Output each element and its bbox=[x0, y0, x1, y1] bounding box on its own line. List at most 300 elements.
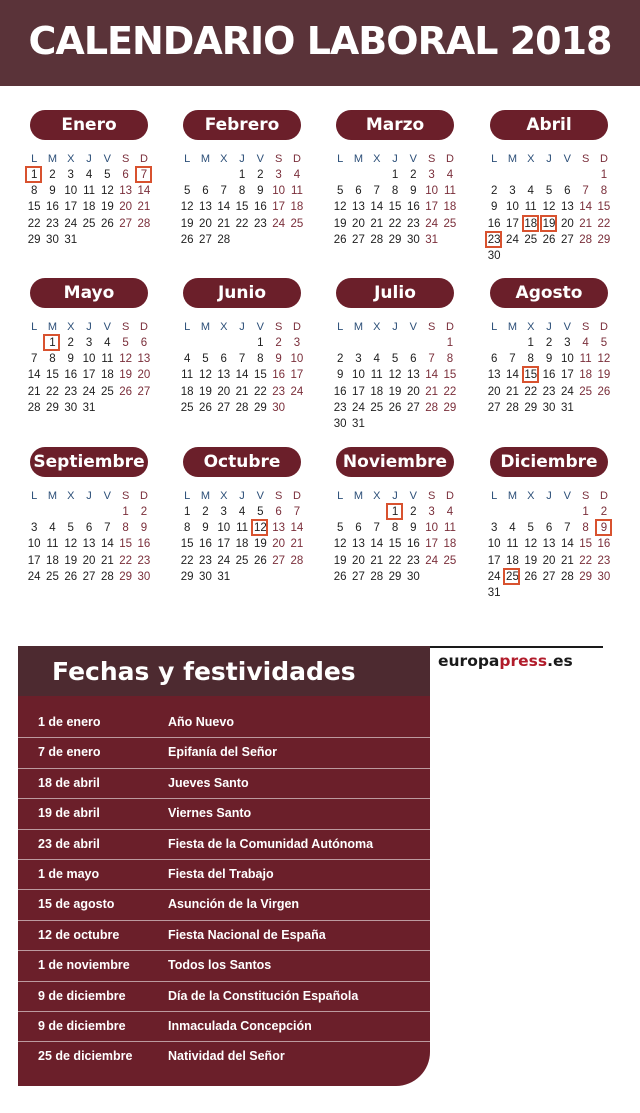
week-row bbox=[25, 400, 161, 416]
calendar-day: 26 bbox=[119, 385, 133, 398]
calendar-day: 12 bbox=[64, 538, 78, 551]
calendar-day: 26 bbox=[542, 233, 556, 246]
calendar-day: 8 bbox=[582, 522, 589, 535]
calendar-day: 6 bbox=[122, 169, 129, 181]
calendar-day: 5 bbox=[600, 337, 608, 349]
calendar-day: 25 bbox=[290, 217, 304, 230]
calendar-day: 18 bbox=[46, 554, 59, 567]
brand-suffix: .es bbox=[547, 652, 573, 670]
empty-day bbox=[178, 335, 196, 351]
week-row bbox=[331, 400, 467, 416]
calendar-day: 29 bbox=[388, 570, 402, 583]
calendar-day: 20 bbox=[199, 217, 212, 230]
weekday-label: S bbox=[427, 153, 436, 165]
month-agosto bbox=[485, 278, 621, 416]
empty-day bbox=[485, 504, 503, 520]
calendar-day: 28 bbox=[235, 401, 249, 414]
calendar-day: 6 bbox=[410, 353, 417, 366]
weekday-label: J bbox=[392, 490, 398, 502]
holiday-row bbox=[18, 1042, 430, 1072]
empty-day bbox=[288, 569, 306, 585]
calendar-day: 19 bbox=[180, 217, 194, 230]
calendar-day: 17 bbox=[272, 201, 286, 214]
calendar-day: 26 bbox=[388, 401, 402, 414]
weekday-label: V bbox=[256, 490, 264, 502]
empty-day bbox=[576, 167, 594, 183]
month-day-grid bbox=[485, 319, 621, 416]
weekday-header-row bbox=[331, 151, 467, 167]
month-name-pill: Abril bbox=[490, 110, 608, 140]
weekday-label: L bbox=[184, 153, 191, 165]
brand-logo[interactable] bbox=[438, 652, 573, 670]
calendar-day: 13 bbox=[487, 369, 501, 382]
calendar-day: 31 bbox=[82, 401, 96, 414]
calendar-day: 22 bbox=[388, 217, 402, 230]
month-name-pill: Septiembre bbox=[30, 447, 148, 477]
calendar-day: 14 bbox=[100, 538, 114, 551]
empty-day bbox=[233, 335, 251, 351]
week-row bbox=[25, 167, 161, 183]
month-abril bbox=[485, 110, 621, 264]
empty-day bbox=[368, 504, 386, 520]
holiday-row bbox=[18, 708, 430, 738]
calendar-day: 11 bbox=[506, 538, 519, 551]
calendar-day: 11 bbox=[443, 185, 456, 198]
calendar-day: 15 bbox=[119, 538, 133, 551]
calendar-day: 30 bbox=[597, 570, 611, 583]
empty-day bbox=[368, 416, 386, 432]
calendar-day: 10 bbox=[27, 538, 41, 551]
empty-day bbox=[522, 167, 540, 183]
holiday-day: 19 bbox=[540, 216, 558, 232]
calendar-day: 22 bbox=[579, 554, 593, 567]
calendar-day: 30 bbox=[272, 401, 286, 414]
calendar-day: 6 bbox=[85, 522, 93, 535]
holiday-row bbox=[18, 860, 430, 890]
week-row bbox=[178, 504, 314, 520]
weekday-header-row bbox=[485, 319, 621, 335]
calendar-day: 20 bbox=[352, 217, 365, 230]
calendar-day: 17 bbox=[425, 201, 439, 214]
empty-day bbox=[98, 504, 116, 520]
weekday-label: J bbox=[546, 153, 552, 165]
month-enero bbox=[25, 110, 161, 248]
weekday-label: V bbox=[563, 490, 571, 502]
calendar-day: 11 bbox=[236, 522, 249, 535]
calendar-day: 1 bbox=[183, 506, 191, 518]
calendar-day: 12 bbox=[542, 201, 556, 214]
calendar-day: 3 bbox=[30, 522, 38, 535]
empty-day bbox=[485, 335, 503, 351]
calendar-day: 6 bbox=[202, 185, 209, 198]
calendar-day: 3 bbox=[564, 337, 571, 349]
calendar-day: 7 bbox=[238, 353, 246, 366]
holiday-name: Año Nuevo bbox=[168, 715, 234, 729]
empty-day bbox=[485, 167, 503, 183]
empty-day bbox=[540, 167, 558, 183]
calendar-day: 25 bbox=[235, 554, 249, 567]
calendar-day: 19 bbox=[199, 385, 212, 398]
month-day-grid bbox=[25, 488, 161, 585]
month-name-pill: Noviembre bbox=[336, 447, 454, 477]
calendar-day: 20 bbox=[119, 201, 133, 214]
weekday-label: X bbox=[527, 490, 535, 502]
calendar-day: 16 bbox=[597, 538, 611, 551]
calendar-day: 27 bbox=[560, 233, 574, 246]
weekday-label: D bbox=[139, 321, 148, 333]
week-row bbox=[178, 167, 314, 183]
calendar-day: 27 bbox=[272, 554, 286, 567]
calendar-day: 22 bbox=[235, 217, 249, 230]
empty-day bbox=[422, 569, 440, 585]
empty-day bbox=[540, 248, 558, 264]
calendar-day: 2 bbox=[410, 169, 417, 181]
empty-day bbox=[558, 248, 576, 264]
holiday-date: 9 de diciembre bbox=[38, 1018, 126, 1033]
holiday-row bbox=[18, 738, 430, 768]
calendar-day: 22 bbox=[46, 385, 59, 398]
calendar-day: 17 bbox=[487, 554, 501, 567]
calendar-day: 31 bbox=[560, 401, 574, 414]
calendar-day: 13 bbox=[217, 369, 231, 382]
weekday-label: S bbox=[121, 490, 130, 502]
calendar-day: 29 bbox=[597, 233, 611, 246]
weekday-label: S bbox=[427, 490, 436, 502]
empty-day bbox=[331, 167, 349, 183]
calendar-day: 2 bbox=[67, 337, 74, 349]
calendar-day: 28 bbox=[425, 401, 439, 414]
empty-day bbox=[595, 585, 613, 601]
week-row bbox=[25, 384, 161, 400]
month-day-grid bbox=[178, 151, 314, 248]
calendar-day: 11 bbox=[579, 353, 592, 366]
calendar-day: 16 bbox=[46, 201, 59, 214]
week-row bbox=[485, 183, 621, 199]
calendar-day: 1 bbox=[122, 506, 129, 518]
calendar-day: 11 bbox=[443, 522, 456, 535]
calendar-day: 19 bbox=[119, 369, 133, 382]
weekday-label: X bbox=[220, 153, 228, 165]
empty-day bbox=[368, 335, 386, 351]
empty-day bbox=[288, 400, 306, 416]
month-name-pill: Mayo bbox=[30, 278, 148, 308]
calendar-day: 7 bbox=[564, 522, 571, 535]
calendar-day: 26 bbox=[524, 570, 538, 583]
holiday-date: 1 de enero bbox=[38, 715, 101, 729]
calendar-day: 20 bbox=[352, 554, 365, 567]
week-row bbox=[178, 199, 314, 215]
calendar-day: 5 bbox=[202, 353, 209, 366]
calendar-day: 18 bbox=[100, 369, 114, 382]
empty-day bbox=[422, 416, 440, 432]
week-row bbox=[485, 232, 621, 248]
calendar-day: 8 bbox=[600, 185, 608, 198]
empty-day bbox=[558, 585, 576, 601]
weekday-label: X bbox=[67, 153, 75, 165]
week-row bbox=[331, 232, 467, 248]
weekday-label: X bbox=[373, 321, 381, 333]
calendar-day: 27 bbox=[119, 217, 133, 230]
calendar-day: 17 bbox=[27, 554, 41, 567]
empty-day bbox=[422, 335, 440, 351]
weekday-label: X bbox=[220, 321, 228, 333]
calendar-day: 9 bbox=[202, 522, 209, 535]
calendar-day: 14 bbox=[425, 369, 439, 382]
calendar-day: 20 bbox=[272, 538, 286, 551]
week-row bbox=[485, 553, 621, 569]
calendar-day: 5 bbox=[527, 522, 534, 535]
calendar-day: 7 bbox=[293, 506, 301, 518]
weekday-label: D bbox=[292, 490, 301, 502]
month-name-pill: Febrero bbox=[183, 110, 301, 140]
weekday-label: V bbox=[409, 153, 417, 165]
calendar-day: 15 bbox=[443, 369, 457, 382]
week-row bbox=[331, 504, 467, 520]
week-row bbox=[178, 536, 314, 552]
month-julio bbox=[331, 278, 467, 432]
empty-day bbox=[386, 416, 404, 432]
weekday-header-row bbox=[25, 488, 161, 504]
empty-day bbox=[540, 585, 558, 601]
calendar-day: 27 bbox=[352, 233, 365, 246]
calendar-day: 4 bbox=[527, 185, 534, 198]
calendar-day: 16 bbox=[487, 217, 501, 230]
calendar-day: 16 bbox=[272, 369, 286, 382]
week-row bbox=[178, 232, 314, 248]
week-row bbox=[25, 367, 161, 383]
calendar-day: 24 bbox=[272, 217, 286, 230]
month-febrero bbox=[178, 110, 314, 248]
calendar-day: 22 bbox=[253, 385, 267, 398]
calendar-day: 21 bbox=[137, 201, 151, 214]
weekday-label: L bbox=[184, 321, 191, 333]
calendar-day: 22 bbox=[388, 554, 402, 567]
weekday-label: X bbox=[373, 490, 381, 502]
week-row bbox=[178, 569, 314, 585]
week-row bbox=[485, 504, 621, 520]
calendar-day: 29 bbox=[119, 570, 133, 583]
calendar-day: 26 bbox=[597, 385, 611, 398]
calendar-day: 14 bbox=[506, 369, 519, 382]
weekday-label: J bbox=[239, 490, 245, 502]
calendar-day: 12 bbox=[100, 185, 114, 198]
calendar-day: 17 bbox=[82, 369, 96, 382]
holiday-row bbox=[18, 890, 430, 920]
calendar-day: 14 bbox=[27, 369, 41, 382]
calendar-day: 28 bbox=[579, 233, 593, 246]
calendar-day: 27 bbox=[542, 570, 556, 583]
week-row bbox=[178, 553, 314, 569]
calendar-day: 28 bbox=[217, 233, 231, 246]
calendar-day: 10 bbox=[560, 353, 574, 366]
calendar-day: 23 bbox=[46, 217, 59, 230]
calendar-day: 10 bbox=[352, 369, 365, 382]
weekday-label: L bbox=[31, 153, 38, 165]
calendar-day: 18 bbox=[443, 538, 457, 551]
holiday-row bbox=[18, 830, 430, 860]
calendar-day: 28 bbox=[506, 401, 519, 414]
weekday-label: D bbox=[445, 490, 454, 502]
holiday-date: 7 de enero bbox=[38, 745, 101, 760]
calendar-day: 13 bbox=[560, 201, 574, 214]
holiday-day: 15 bbox=[522, 367, 540, 383]
month-name-pill: Marzo bbox=[336, 110, 454, 140]
calendar-day: 30 bbox=[64, 401, 78, 414]
weekday-label: V bbox=[103, 321, 111, 333]
month-mayo bbox=[25, 278, 161, 416]
calendar-day: 17 bbox=[560, 369, 574, 382]
weekday-label: V bbox=[256, 321, 264, 333]
calendar-day: 14 bbox=[137, 185, 151, 198]
weekday-header-row bbox=[485, 488, 621, 504]
calendar-day: 29 bbox=[27, 233, 41, 246]
month-day-grid bbox=[331, 319, 467, 432]
calendar-day: 7 bbox=[373, 185, 380, 198]
month-day-grid bbox=[25, 151, 161, 248]
calendar-day: 6 bbox=[355, 522, 362, 535]
empty-day bbox=[441, 232, 459, 248]
weekday-label: V bbox=[256, 153, 264, 165]
calendar-day: 18 bbox=[506, 554, 519, 567]
holiday-date: 1 de noviembre bbox=[38, 958, 130, 973]
weekday-header-row bbox=[178, 151, 314, 167]
weekday-label: D bbox=[139, 490, 148, 502]
calendar-day: 5 bbox=[183, 185, 191, 198]
weekday-label: D bbox=[445, 321, 454, 333]
calendar-day: 13 bbox=[272, 522, 286, 535]
calendar-day: 2 bbox=[275, 337, 282, 349]
empty-day bbox=[503, 248, 521, 264]
holiday-name: Jueves Santo bbox=[168, 775, 249, 790]
month-octubre bbox=[178, 447, 314, 585]
calendar-day: 31 bbox=[217, 570, 231, 583]
weekday-header-row bbox=[178, 488, 314, 504]
calendar-day: 17 bbox=[352, 385, 365, 398]
calendar-day: 26 bbox=[180, 233, 194, 246]
week-row bbox=[485, 520, 621, 536]
weekday-label: M bbox=[353, 321, 364, 333]
empty-day bbox=[576, 400, 594, 416]
calendar-day: 24 bbox=[425, 217, 439, 230]
calendar-day: 14 bbox=[370, 201, 384, 214]
empty-day bbox=[349, 335, 367, 351]
calendar-day: 4 bbox=[104, 337, 111, 349]
holiday-day: 23 bbox=[485, 232, 503, 248]
weekday-label: S bbox=[581, 490, 590, 502]
calendar-day: 31 bbox=[64, 233, 78, 246]
calendar-day: 30 bbox=[487, 249, 501, 262]
calendar-day: 14 bbox=[370, 538, 384, 551]
calendar-day: 15 bbox=[235, 201, 249, 214]
weekday-label: V bbox=[409, 321, 417, 333]
calendar-day: 13 bbox=[137, 353, 151, 366]
week-row bbox=[485, 167, 621, 183]
weekday-label: S bbox=[274, 153, 283, 165]
week-row bbox=[25, 335, 161, 351]
calendar-day: 28 bbox=[560, 570, 574, 583]
calendar-day: 31 bbox=[352, 417, 365, 430]
calendar-day: 13 bbox=[119, 185, 133, 198]
holiday-date: 19 de abril bbox=[38, 806, 100, 821]
calendar-day: 29 bbox=[443, 401, 457, 414]
calendar-day: 28 bbox=[370, 570, 384, 583]
empty-day bbox=[25, 335, 43, 351]
calendar-day: 15 bbox=[180, 538, 194, 551]
holiday-name: Inmaculada Concepción bbox=[168, 1018, 312, 1033]
week-row bbox=[25, 504, 161, 520]
week-row bbox=[178, 384, 314, 400]
calendar-day: 16 bbox=[64, 369, 78, 382]
weekday-label: X bbox=[527, 321, 535, 333]
holiday-name: Día de la Constitución Española bbox=[168, 988, 359, 1003]
calendar-day: 28 bbox=[100, 570, 114, 583]
calendar-day: 10 bbox=[64, 185, 78, 198]
calendar-day: 3 bbox=[85, 337, 93, 349]
calendar-day: 20 bbox=[542, 554, 556, 567]
calendar-day: 23 bbox=[272, 385, 286, 398]
calendar-day: 13 bbox=[82, 538, 96, 551]
week-row bbox=[25, 553, 161, 569]
calendar-day: 19 bbox=[597, 369, 611, 382]
weekday-label: J bbox=[546, 321, 552, 333]
holiday-date: 18 de abril bbox=[38, 775, 100, 790]
weekday-label: L bbox=[337, 490, 344, 502]
holiday-day: 7 bbox=[135, 167, 153, 183]
holiday-name: Viernes Santo bbox=[168, 806, 252, 821]
calendar-day: 21 bbox=[425, 385, 439, 398]
empty-day bbox=[503, 335, 521, 351]
calendar-day: 9 bbox=[410, 185, 417, 198]
calendar-day: 20 bbox=[137, 369, 151, 382]
calendar-day: 21 bbox=[290, 538, 304, 551]
empty-day bbox=[540, 504, 558, 520]
calendar-day: 9 bbox=[67, 353, 74, 366]
calendar-day: 27 bbox=[406, 401, 420, 414]
calendar-day: 3 bbox=[355, 353, 362, 366]
weekday-label: M bbox=[507, 490, 518, 502]
holiday-day: 25 bbox=[503, 569, 521, 585]
calendar-day: 20 bbox=[560, 217, 574, 230]
calendar-day: 12 bbox=[524, 538, 538, 551]
calendar-day: 1 bbox=[446, 337, 454, 349]
empty-day bbox=[441, 569, 459, 585]
week-row bbox=[485, 400, 621, 416]
calendar-day: 16 bbox=[406, 201, 420, 214]
calendar-day: 8 bbox=[183, 522, 191, 535]
calendar-day: 15 bbox=[388, 201, 402, 214]
week-row bbox=[178, 400, 314, 416]
calendar-day: 21 bbox=[100, 554, 114, 567]
calendar-day: 17 bbox=[425, 538, 439, 551]
calendar-day: 20 bbox=[487, 385, 501, 398]
calendar-day: 11 bbox=[524, 201, 537, 214]
calendar-day: 29 bbox=[524, 401, 538, 414]
weekday-header-row bbox=[25, 151, 161, 167]
calendar-day: 3 bbox=[220, 506, 227, 518]
calendar-day: 22 bbox=[180, 554, 194, 567]
calendar-day: 11 bbox=[83, 185, 96, 198]
week-row bbox=[331, 520, 467, 536]
weekday-label: V bbox=[409, 490, 417, 502]
calendar-day: 15 bbox=[46, 369, 59, 382]
calendar-day: 19 bbox=[100, 201, 114, 214]
calendar-day: 23 bbox=[199, 554, 212, 567]
calendar-day: 2 bbox=[140, 506, 148, 518]
calendar-day: 15 bbox=[27, 201, 41, 214]
empty-day bbox=[558, 504, 576, 520]
calendar-day: 5 bbox=[257, 506, 264, 518]
holiday-day: 1 bbox=[25, 167, 43, 183]
